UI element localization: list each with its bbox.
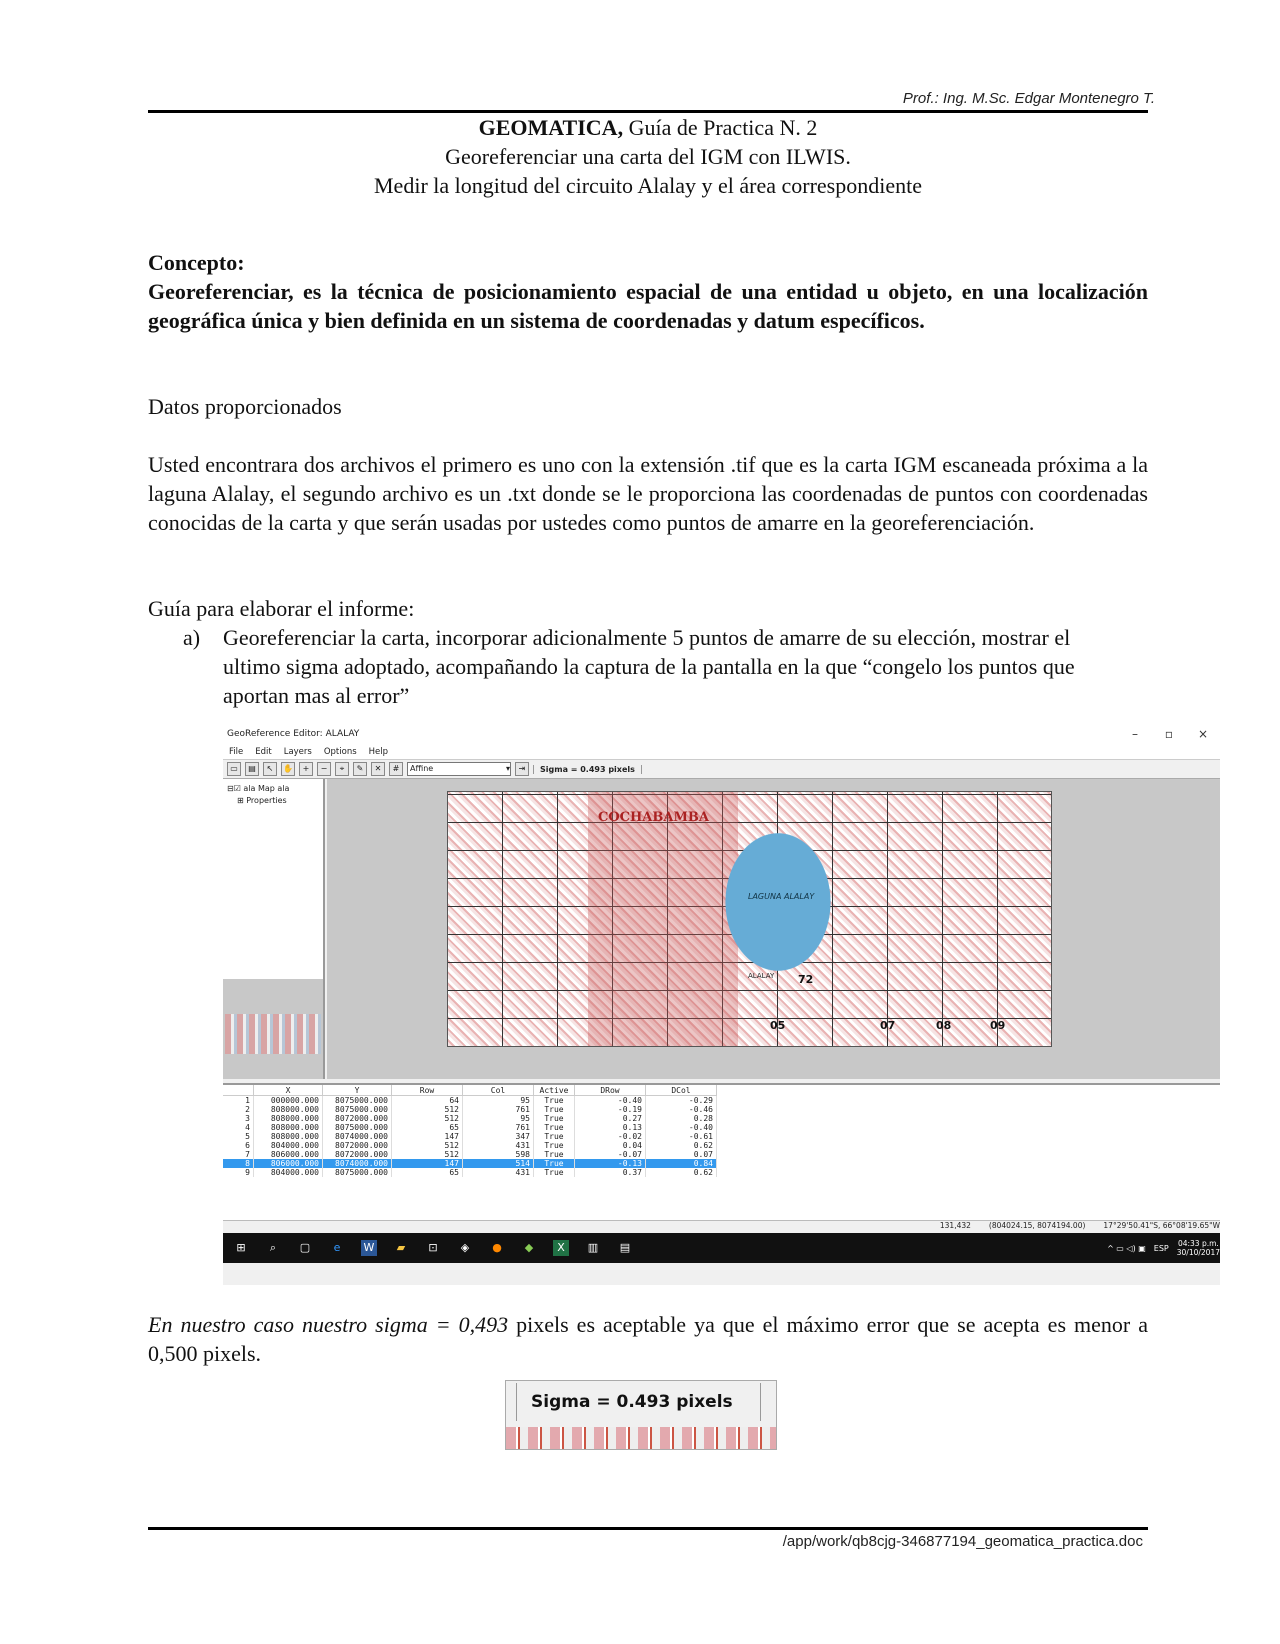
table-body bbox=[223, 1096, 717, 1178]
guide-item-a bbox=[183, 623, 1083, 710]
map-tick-09: 09 bbox=[990, 1019, 1006, 1032]
table-cell[interactable]: 147 bbox=[392, 1132, 463, 1141]
tree-item-properties-label: Properties bbox=[246, 796, 287, 805]
table-cell[interactable]: 806000.000 bbox=[254, 1159, 323, 1168]
table-header-dcol[interactable]: DCol bbox=[646, 1085, 717, 1096]
tree-item-properties[interactable]: ⊞ Properties bbox=[237, 796, 287, 805]
footer-rule bbox=[148, 1527, 1148, 1530]
sigma-readout: Sigma = 0.493 pixels bbox=[533, 765, 642, 774]
table-cell[interactable]: 808000.000 bbox=[254, 1114, 323, 1123]
table-cell[interactable]: 512 bbox=[392, 1114, 463, 1123]
table-cell[interactable]: 808000.000 bbox=[254, 1105, 323, 1114]
table-row[interactable] bbox=[223, 1123, 717, 1132]
table-cell[interactable]: -0.46 bbox=[646, 1105, 717, 1114]
table-cell[interactable]: 0.07 bbox=[646, 1150, 717, 1159]
menu-bar bbox=[223, 745, 1220, 759]
table-cell[interactable]: 147 bbox=[392, 1159, 463, 1168]
table-header-row bbox=[223, 1085, 717, 1096]
table-cell[interactable]: 0.13 bbox=[575, 1123, 646, 1132]
title-rest: Guía de Practica N. 2 bbox=[623, 115, 818, 140]
table-cell[interactable]: True bbox=[534, 1168, 575, 1177]
table-cell[interactable]: 8075000.000 bbox=[323, 1096, 392, 1106]
layer-tree-pane bbox=[223, 779, 325, 1079]
table-cell[interactable]: -0.40 bbox=[646, 1123, 717, 1132]
title-line-2: Georeferenciar una carta del IGM con ILWIS. bbox=[445, 144, 851, 169]
table-header-index[interactable] bbox=[223, 1085, 254, 1096]
table-cell[interactable]: 2 bbox=[223, 1105, 254, 1114]
concept-heading: Concepto: bbox=[148, 250, 245, 275]
table-cell[interactable]: 806000.000 bbox=[254, 1150, 323, 1159]
table-cell[interactable]: 1 bbox=[223, 1096, 254, 1106]
chevron-down-icon: ▾ bbox=[505, 764, 510, 773]
table-cell[interactable]: 8075000.000 bbox=[323, 1123, 392, 1132]
table-cell[interactable]: 8074000.000 bbox=[323, 1132, 392, 1141]
map-tick-05: 05 bbox=[770, 1019, 786, 1032]
table-cell[interactable]: 761 bbox=[463, 1123, 534, 1132]
conclusion-rest: pixels es aceptable ya que el máximo error que se acepta es menor a 0,500 pixels. bbox=[148, 1312, 1148, 1366]
notepad-icon[interactable]: ▤ bbox=[619, 1241, 631, 1254]
status-latlon: 17°29'50.41"S, 66°08'19.65"W bbox=[1103, 1221, 1220, 1230]
table-cell[interactable]: 512 bbox=[392, 1141, 463, 1150]
guide-item-label: a) bbox=[183, 625, 201, 650]
transform-value: Affine bbox=[410, 764, 434, 773]
layers-icon[interactable]: ◆ bbox=[524, 1241, 534, 1254]
table-cell[interactable]: -0.02 bbox=[575, 1132, 646, 1141]
table-cell[interactable]: -0.07 bbox=[575, 1150, 646, 1159]
title-block bbox=[148, 113, 1148, 200]
table-cell[interactable]: 0.28 bbox=[646, 1114, 717, 1123]
toolbar bbox=[223, 759, 1220, 779]
footer-path: /app/work/qb8cjg-346877194_geomatica_practica.doc bbox=[782, 1533, 1143, 1550]
conclusion-text bbox=[148, 1310, 1148, 1368]
table-cell[interactable]: 0.62 bbox=[646, 1141, 717, 1150]
edit-icon[interactable]: ✎ bbox=[353, 762, 367, 776]
title-line-3: Medir la longitud del circuito Alalay y el área correspondiente bbox=[374, 173, 922, 198]
menu-layers[interactable]: Layers bbox=[283, 747, 312, 757]
table-header-y[interactable]: Y bbox=[323, 1085, 392, 1096]
table-cell[interactable]: 431 bbox=[463, 1141, 534, 1150]
datos-text: Usted encontrara dos archivos el primero es uno con la extensión .tif que es la carta IGM escaneada próxima a la laguna Alalay, el segundo archivo es un .txt donde se le proporciona las coordenadas de puntos con coordenadas conocidas de la carta y que serán usadas por ustedes como puntos de amarre en la georeferenciación. bbox=[148, 452, 1148, 535]
tray-date: 30/10/2017 bbox=[1176, 1248, 1220, 1257]
table-cell[interactable]: 514 bbox=[463, 1159, 534, 1168]
window-titlebar bbox=[223, 723, 1220, 745]
overview-thumbnail[interactable] bbox=[225, 1014, 321, 1054]
table-cell[interactable]: 9 bbox=[223, 1168, 254, 1177]
start-icon[interactable]: ⊞ bbox=[236, 1241, 246, 1254]
table-cell[interactable]: 8075000.000 bbox=[323, 1105, 392, 1114]
table-cell[interactable]: 431 bbox=[463, 1168, 534, 1177]
table-header-active[interactable]: Active bbox=[534, 1085, 575, 1096]
close-icon[interactable]: × bbox=[1197, 727, 1209, 741]
table-cell[interactable]: 8075000.000 bbox=[323, 1168, 392, 1177]
windows-taskbar bbox=[223, 1233, 1220, 1263]
table-cell[interactable]: 0.04 bbox=[575, 1141, 646, 1150]
sigma-crop-text: Sigma = 0.493 pixels bbox=[516, 1383, 761, 1421]
status-bar bbox=[223, 1220, 1220, 1233]
table-cell[interactable]: 8072000.000 bbox=[323, 1150, 392, 1159]
table-cell[interactable]: -0.13 bbox=[575, 1159, 646, 1168]
menu-file[interactable]: File bbox=[229, 747, 244, 757]
normal-icon[interactable]: ↖ bbox=[263, 762, 277, 776]
table-row[interactable] bbox=[223, 1096, 717, 1106]
table-header-col[interactable]: Col bbox=[463, 1085, 534, 1096]
sigma-crop-image bbox=[505, 1380, 777, 1450]
tray-clock[interactable] bbox=[1177, 1239, 1220, 1257]
tray-time: 04:33 p.m. bbox=[1177, 1239, 1219, 1248]
map-view[interactable] bbox=[327, 779, 1220, 1079]
tray-language[interactable]: ESP bbox=[1153, 1243, 1169, 1253]
guide-heading: Guía para elaborar el informe: bbox=[148, 596, 415, 621]
tiepoints-table-pane bbox=[223, 1083, 1220, 1220]
table-cell[interactable]: -0.19 bbox=[575, 1105, 646, 1114]
export-icon[interactable]: ⇥ bbox=[515, 762, 529, 776]
igm-map-image[interactable] bbox=[447, 791, 1052, 1047]
table-cell[interactable]: 8074000.000 bbox=[323, 1159, 392, 1168]
table-header-drow[interactable]: DRow bbox=[575, 1085, 646, 1096]
table-row[interactable] bbox=[223, 1141, 717, 1150]
map-label-72: 72 bbox=[798, 973, 814, 986]
select-icon[interactable]: ⌖ bbox=[335, 762, 349, 776]
table-cell[interactable]: 512 bbox=[392, 1150, 463, 1159]
map-label-city: COCHABAMBA bbox=[598, 810, 709, 825]
window-title: GeoReference Editor: ALALAY bbox=[227, 729, 360, 739]
zoom-out-icon[interactable]: − bbox=[317, 762, 331, 776]
table-row[interactable] bbox=[223, 1105, 717, 1114]
transform-select[interactable] bbox=[407, 762, 511, 776]
store-icon[interactable]: ⊡ bbox=[428, 1241, 438, 1254]
table-cell[interactable]: 7 bbox=[223, 1150, 254, 1159]
table-cell[interactable]: 0.62 bbox=[646, 1168, 717, 1177]
table-cell[interactable]: 3 bbox=[223, 1114, 254, 1123]
table-cell[interactable]: 5 bbox=[223, 1132, 254, 1141]
firefox-icon[interactable]: ● bbox=[492, 1241, 502, 1254]
table-cell[interactable]: 65 bbox=[392, 1123, 463, 1132]
table-cell[interactable]: True bbox=[534, 1105, 575, 1114]
table-cell[interactable]: 761 bbox=[463, 1105, 534, 1114]
table-cell[interactable]: 000000.000 bbox=[254, 1096, 323, 1106]
zoom-in-icon[interactable]: + bbox=[299, 762, 313, 776]
pan-icon[interactable]: ✋ bbox=[281, 762, 295, 776]
sigma-crop-map-strip bbox=[506, 1427, 776, 1449]
table-cell[interactable]: 804000.000 bbox=[254, 1168, 323, 1177]
table-cell[interactable]: 0.84 bbox=[646, 1159, 717, 1168]
table-header-row[interactable]: Row bbox=[392, 1085, 463, 1096]
table-cell[interactable]: 6 bbox=[223, 1141, 254, 1150]
menu-options[interactable]: Options bbox=[323, 747, 357, 757]
table-cell[interactable]: True bbox=[534, 1132, 575, 1141]
table-cell[interactable]: 65 bbox=[392, 1168, 463, 1177]
table-cell[interactable]: 8 bbox=[223, 1159, 254, 1168]
table-cell[interactable]: 8072000.000 bbox=[323, 1141, 392, 1150]
guide-item-text: Georeferenciar la carta, incorporar adicionalmente 5 puntos de amarre de su elección, mostrar el ultimo sigma adoptado, acompañando la captura de la pantalla en la que “congelo los puntos que aportan mas al error” bbox=[223, 625, 1075, 708]
table-cell[interactable]: True bbox=[534, 1141, 575, 1150]
map-tick-08: 08 bbox=[936, 1019, 952, 1032]
table-row[interactable] bbox=[223, 1150, 717, 1159]
overview-pane bbox=[223, 979, 323, 1079]
table-cell[interactable]: -0.61 bbox=[646, 1132, 717, 1141]
table-cell[interactable]: 0.37 bbox=[575, 1168, 646, 1177]
table-cell[interactable]: True bbox=[534, 1159, 575, 1168]
table-cell[interactable]: True bbox=[534, 1150, 575, 1159]
ilwis-screenshot bbox=[223, 723, 1220, 1285]
header-author: Prof.: Ing. M.Sc. Edgar Montenegro T. bbox=[902, 90, 1155, 107]
table-cell[interactable]: 0.27 bbox=[575, 1114, 646, 1123]
table-cell[interactable]: True bbox=[534, 1123, 575, 1132]
layer-tree bbox=[223, 779, 323, 811]
open-icon[interactable]: ▭ bbox=[227, 762, 241, 776]
conclusion-italic: En nuestro caso nuestro sigma = 0,493 bbox=[148, 1312, 509, 1337]
table-cell[interactable]: 804000.000 bbox=[254, 1141, 323, 1150]
copy-icon[interactable]: ▤ bbox=[245, 762, 259, 776]
tray-icons[interactable]: ^ ▭ ◁) ▣ bbox=[1107, 1243, 1146, 1253]
ilwis-icon[interactable]: ▥ bbox=[587, 1241, 599, 1254]
menu-edit[interactable]: Edit bbox=[255, 747, 272, 757]
edge-icon[interactable]: e bbox=[333, 1241, 341, 1254]
map-tick-07: 07 bbox=[880, 1019, 896, 1032]
map-label-lake: LAGUNA ALALAY bbox=[748, 892, 815, 901]
table-cell[interactable]: 808000.000 bbox=[254, 1123, 323, 1132]
tree-item-map-label: ala Map ala bbox=[243, 784, 290, 793]
word-icon[interactable]: W bbox=[361, 1240, 377, 1256]
status-xy: (804024.15, 8074194.00) bbox=[988, 1221, 1086, 1230]
tiepoints-table bbox=[223, 1085, 717, 1177]
map-label-alalay: ALALAY bbox=[748, 972, 775, 980]
table-row[interactable] bbox=[223, 1132, 717, 1141]
datos-heading: Datos proporcionados bbox=[148, 394, 342, 419]
tree-item-map[interactable]: ⊟☑ ala Map ala bbox=[227, 784, 290, 793]
table-header-x[interactable]: X bbox=[254, 1085, 323, 1096]
concept-text: Georeferenciar, es la técnica de posicionamiento espacial de una entidad u objeto, en una localización geográfica única y bien definida en un sistema de coordenadas y datum específicos. bbox=[148, 279, 1148, 333]
grid-icon[interactable]: # bbox=[389, 762, 403, 776]
title-line-1 bbox=[148, 113, 1148, 142]
table-cell[interactable]: 347 bbox=[463, 1132, 534, 1141]
table-row[interactable] bbox=[223, 1159, 717, 1168]
folder-icon[interactable]: ▰ bbox=[396, 1241, 406, 1254]
table-cell[interactable]: True bbox=[534, 1096, 575, 1106]
maximize-icon[interactable]: ▫ bbox=[1164, 727, 1174, 741]
excel-icon[interactable]: X bbox=[553, 1240, 569, 1256]
table-cell[interactable]: -0.40 bbox=[575, 1096, 646, 1106]
table-cell[interactable]: 8072000.000 bbox=[323, 1114, 392, 1123]
system-tray bbox=[1107, 1239, 1220, 1257]
title-bold: GEOMATICA, bbox=[478, 115, 624, 140]
status-rowcol: 131,432 bbox=[939, 1221, 971, 1230]
table-cell[interactable]: 808000.000 bbox=[254, 1132, 323, 1141]
table-row[interactable] bbox=[223, 1114, 717, 1123]
task-view-icon[interactable]: ▢ bbox=[299, 1241, 311, 1254]
table-cell[interactable]: 64 bbox=[392, 1096, 463, 1106]
menu-help[interactable]: Help bbox=[368, 747, 389, 757]
table-cell[interactable]: 95 bbox=[463, 1096, 534, 1106]
minimize-icon[interactable]: – bbox=[1132, 727, 1138, 741]
table-cell[interactable]: -0.29 bbox=[646, 1096, 717, 1106]
table-cell[interactable]: 95 bbox=[463, 1114, 534, 1123]
table-cell[interactable]: 4 bbox=[223, 1123, 254, 1132]
table-cell[interactable]: True bbox=[534, 1114, 575, 1123]
delete-point-icon[interactable]: ✕ bbox=[371, 762, 385, 776]
table-row[interactable] bbox=[223, 1168, 717, 1177]
table-cell[interactable]: 598 bbox=[463, 1150, 534, 1159]
app-icon[interactable]: ◈ bbox=[460, 1241, 470, 1254]
search-icon[interactable]: ⌕ bbox=[269, 1241, 277, 1254]
table-cell[interactable]: 512 bbox=[392, 1105, 463, 1114]
